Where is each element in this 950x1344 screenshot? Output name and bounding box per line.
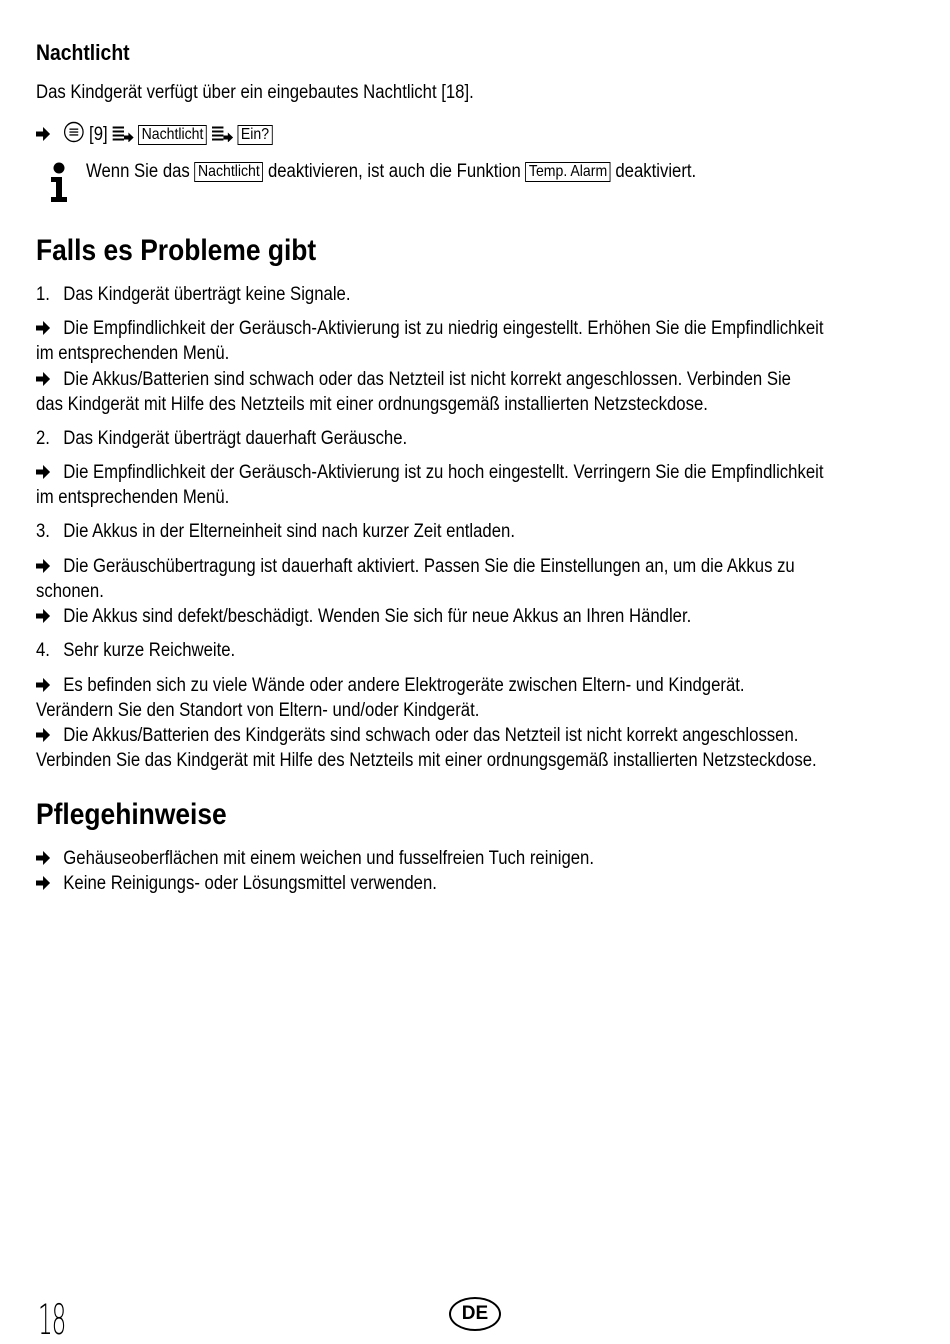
nachtlicht-info-note: [86, 159, 902, 184]
problem-number: 3.: [36, 521, 50, 542]
language-badge: DE: [449, 1297, 501, 1331]
solution-text: Die Empfindlichkeit der Geräusch-Aktivierung ist zu hoch eingestellt. Verringern Sie die Empfindlichkeit: [63, 462, 824, 483]
solution-text: Die Empfindlichkeit der Geräusch-Aktivierung ist zu niedrig eingestellt. Erhöhen Sie die Empfindlichkeit: [63, 318, 824, 339]
info-text-part1: Wenn Sie das: [86, 161, 190, 182]
problem-number: 4.: [36, 640, 50, 661]
care-list: [36, 846, 902, 896]
problem-item: [36, 519, 902, 544]
solution-text: Die Geräuschübertragung ist dauerhaft aktiviert. Passen Sie die Einstellungen an, um die Akkus zu: [63, 556, 795, 577]
list-item: [36, 871, 798, 896]
problem-number: 1.: [36, 284, 50, 305]
problem-item: [36, 426, 902, 451]
problem-item: [36, 638, 902, 663]
info-text-part2: deaktivieren, ist auch die Funktion: [267, 161, 521, 182]
solution-text: Die Akkus sind defekt/beschädigt. Wenden Sie sich für neue Akkus an Ihren Händler.: [63, 606, 692, 627]
nav-ref-number: [9]: [89, 124, 108, 145]
right-arrow-icon: [36, 367, 63, 392]
problem-solution: [36, 554, 902, 604]
problem-number: 2.: [36, 428, 50, 449]
problem-solution: [36, 367, 902, 417]
display-label-ein: Ein?: [237, 125, 272, 145]
solution-text: im entsprechenden Menü.: [36, 487, 230, 508]
right-arrow-icon: [36, 122, 63, 147]
problem-solution: [36, 460, 902, 510]
info-text-part3: deaktiviert.: [615, 161, 697, 182]
section-heading-probleme: Falls es Probleme gibt: [36, 234, 317, 267]
solution-text: schonen.: [36, 581, 104, 602]
list-item: [36, 846, 798, 871]
right-arrow-icon: [36, 673, 63, 698]
problem-title: Das Kindgerät überträgt dauerhaft Geräusche.: [63, 428, 408, 449]
problem-solution: [36, 673, 902, 723]
right-arrow-icon: [36, 871, 63, 896]
problem-solution: [36, 723, 902, 773]
right-arrow-icon: [36, 554, 63, 579]
right-arrow-icon: [36, 604, 63, 629]
solution-text: das Kindgerät mit Hilfe des Netzteils mit einer ordnungsgemäß installierten Netzsteckdose.: [36, 394, 708, 415]
care-text: Gehäuseoberflächen mit einem weichen und fusselfreien Tuch reinigen.: [63, 848, 595, 869]
right-arrow-icon: [36, 316, 63, 341]
solution-text: Die Akkus/Batterien des Kindgeräts sind schwach oder das Netzteil ist nicht korrekt angeschlossen.: [63, 725, 799, 746]
nachtlicht-intro: [36, 80, 902, 105]
info-icon: [48, 162, 70, 209]
menu-scroll-icon: [212, 124, 233, 145]
right-arrow-icon: [36, 723, 63, 748]
solution-text: im entsprechenden Menü.: [36, 343, 230, 364]
problem-title: Die Akkus in der Elterneinheit sind nach kurzer Zeit entladen.: [63, 521, 515, 542]
right-arrow-icon: [36, 846, 63, 871]
solution-text: Verbinden Sie das Kindgerät mit Hilfe des Netzteils mit einer ordnungsgemäß installierten Netzsteckdose.: [36, 750, 817, 771]
display-label-nachtlicht: Nachtlicht: [194, 162, 263, 182]
solution-text: Verändern Sie den Standort von Eltern- und/oder Kindgerät.: [36, 700, 480, 721]
problem-title: Sehr kurze Reichweite.: [63, 640, 236, 661]
menu-scroll-icon: [112, 124, 133, 145]
display-label-temp-alarm: Temp. Alarm: [525, 162, 610, 182]
problem-solution: [36, 604, 902, 629]
solution-text: Es befinden sich zu viele Wände oder andere Elektrogeräte zwischen Eltern- und Kindgerät.: [63, 675, 745, 696]
nachtlicht-intro-text: Das Kindgerät verfügt über ein eingebautes Nachtlicht [18].: [36, 82, 474, 103]
display-label-nachtlicht: Nachtlicht: [138, 125, 207, 145]
page-number: 18: [38, 1295, 66, 1344]
problem-item: [36, 282, 902, 307]
section-heading-pflege: Pflegehinweise: [36, 798, 227, 831]
care-text: Keine Reinigungs- oder Lösungsmittel verwenden.: [63, 873, 437, 894]
right-arrow-icon: [36, 460, 63, 485]
menu-button-icon: [63, 121, 84, 150]
problem-solution: [36, 316, 902, 366]
section-heading-nachtlicht: Nachtlicht: [36, 40, 130, 65]
solution-text: Die Akkus/Batterien sind schwach oder das Netzteil ist nicht korrekt angeschlossen. Verbinden Sie: [63, 369, 791, 390]
problem-title: Das Kindgerät überträgt keine Signale.: [63, 284, 351, 305]
nachtlicht-nav-path: [36, 121, 902, 150]
